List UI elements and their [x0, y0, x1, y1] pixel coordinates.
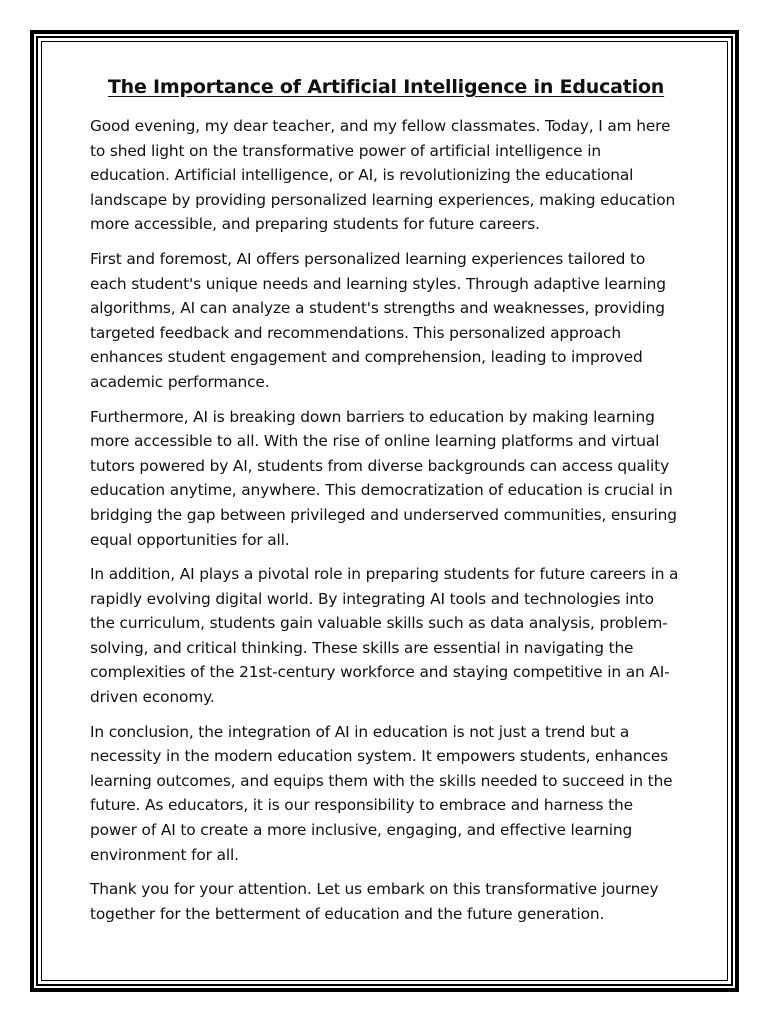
- paragraph-conclusion: In conclusion, the integration of AI in education is not just a trend but a necessity in the modern education system. It empowers students, enhances learning outcomes, and equips them with the skills needed to succeed in the future. As educators, it is our responsibility to embrace and harness the power of AI to create a more inclusive, engaging, and effective learning environment for all.: [90, 722, 673, 864]
- document-page: [90, 72, 682, 936]
- paragraph-personalized-learning: First and foremost, AI offers personalized learning experiences tailored to each student's unique needs and learning styles. Through adaptive learning algorithms, AI can analyze a student's strengths and weaknesses, providing targeted feedback and recommendations. This personalized approach enhances student engagement and comprehension, leading to improved academic performance.: [90, 249, 666, 391]
- paragraph-accessibility: Furthermore, AI is breaking down barriers to education by making learning more accessible to all. With the rise of online learning platforms and virtual tutors powered by AI, students from diverse backgrounds can access quality education anytime, anywhere. This democratization of education is crucial in bridging the gap between privileged and underserved communities, ensuring equal opportunities for all.: [90, 407, 677, 549]
- document-title: The Importance of Artificial Intelligence in Education: [107, 76, 665, 98]
- paragraph-thanks: Thank you for your attention. Let us embark on this transformative journey together for the betterment of education and the future generation.: [90, 880, 659, 923]
- paragraph-intro: Good evening, my dear teacher, and my fellow classmates. Today, I am here to shed light on the transformative power of artificial intelligence in education. Artificial intelligence, or AI, is revolutionizing the educational landscape by providing personalized learning experiences, making education more accessible, and preparing students for future careers.: [90, 117, 676, 234]
- paragraph-future-careers: In addition, AI plays a pivotal role in preparing students for future careers in a rapidly evolving digital world. By integrating AI tools and technologies into the curriculum, students gain valuable skills such as data analysis, problem-solving, and critical thinking. These skills are essential in navigating the complexities of the 21st-century workforce and staying competitive in an AI-driven economy.: [90, 565, 679, 707]
